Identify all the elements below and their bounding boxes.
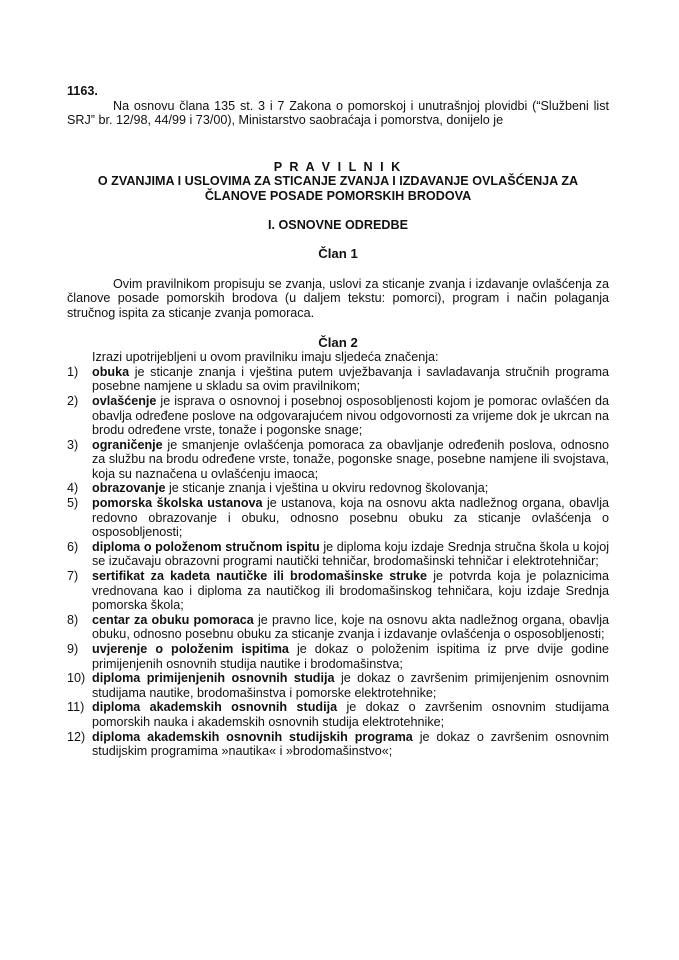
document-title: P R A V I L N I K [273,159,403,174]
definition-text: je dokaz o završenim osnovnim studijskim programima »nautika« i »brodomašinstvo«; [92,729,609,759]
item-number: 5) [67,496,79,511]
definition-item [67,481,609,496]
item-number: 9) [67,642,79,656]
definitions-list [67,365,609,759]
definition-item [67,613,609,642]
definition-term: diploma akademskih osnovnih studija [92,700,338,715]
section-heading: I. OSNOVNE ODREDBE [268,217,408,232]
item-number: 12) [67,729,86,744]
document-number: 1163. [67,84,98,98]
definition-text: je smanjenje ovlašćenja pomoraca za obavljanje određenih poslova, odnosno za službu na brodu određene vrste, tonaže, pogonske snage, posebne namjene ili svojstava, koja su naznačena u ovlašćenju imaoca; [92,437,609,481]
document-subtitle: O ZVANJIMA I USLOVIMA ZA STICANJE ZVANJA I IZDAVANJE OVLAŠĆENJA ZA ČLANOVE POSADE POMORSKIH BRODOVA [97,174,579,203]
item-number: 11) [67,700,85,715]
definition-term: diploma o položenom stručnom ispitu [92,539,320,554]
definition-item [67,438,609,482]
definition-text: je ustanova, koja na osnovu akta nadležnog organa, obavlja redovno obrazovanje i obuku, odnosno posebnu obuku za sticanje ovlašćenja o osposobljenosti; [92,496,609,540]
definition-text: je sticanje znanja i vještina u okviru redovnog školovanja; [165,481,489,496]
definition-text: je diploma koju izdaje Srednja stručna škola u kojoj se izučavaju obrazovni programi nautički tehničar, brodomašinski tehničar i elektrotehničar; [92,539,610,569]
preamble: Na osnovu člana 135 st. 3 i 7 Zakona o pomorskoj i unutrašnjoj plovidbi (“Službeni list SRJ” br. 12/98, 44/99 i 73/00), Ministarstvo saobraćaja i pomorstva, donijelo je [67,98,609,128]
document-page [67,84,609,759]
definition-term: centar za obuku pomoraca [92,612,254,627]
definition-term: diploma primijenjenih osnovnih studija [92,671,335,686]
item-number: 2) [67,393,79,408]
definition-text: je sticanje znanja i vještina putem uvježbavanja i savladavanja stručnih programa posebne namjene u skladu sa ovim pravilnikom; [92,364,609,394]
definition-term: ograničenje [92,437,163,452]
item-number: 3) [67,437,79,452]
definition-term: obrazovanje [92,481,166,496]
definition-term: ovlašćenje [92,393,157,408]
definition-term: pomorska školska ustanova [92,496,263,511]
article-2-heading: Član 2 [318,334,358,350]
definition-text: je dokaz o završenim osnovnim studijama pomorskih nauka i akademskih osnovnih studija elektrotehnike; [92,700,609,729]
definition-item [67,642,609,671]
definition-text: je dokaz o položenim ispitima iz prve dvije godine primijenjenih osnovnih studija nautike i brodomašinstva; [92,642,609,671]
item-number: 7) [67,569,79,584]
item-number: 10) [67,671,86,686]
definition-term: uvjerenje o položenim ispitima [92,642,289,656]
definition-item [67,569,609,613]
article-2-intro: Izrazi upotrijebljeni u ovom pravilniku imaju sljedeća značenja: [92,350,439,365]
item-number: 4) [67,481,79,496]
definition-item [67,496,609,540]
article-1-heading: Član 1 [318,246,358,262]
definition-item [67,700,609,729]
item-number: 8) [67,612,79,627]
definition-term: diploma akademskih osnovnih studijskih programa [92,729,413,744]
definition-text: je pravno lice, koje na osnovu akta nadležnog organa, obavlja obuku, odnosno posebnu obuku za sticanje zvanja i izdavanje ovlašćenja o osposobljenosti; [92,612,609,642]
article-1-text: Ovim pravilnikom propisuju se zvanja, uslovi za sticanje zvanja i izdavanje ovlašćenja za članove posade pomorskih brodova (u daljem tekstu: pomorci), program i način polaganja stručnog ispita za sticanje zvanja pomoraca. [67,276,609,320]
definition-term: sertifikat za kadeta nautičke ili brodomašinske struke [92,569,428,584]
definition-item [67,365,609,394]
item-number: 6) [67,539,79,554]
item-number: 1) [67,364,79,379]
definition-item [67,671,609,700]
definition-text: je potvrda koja je polaznicima vrednovana kao i diploma za nautičkog ili brodomašinskog tehničara, koju izdaje Srednja pomorska škola; [92,569,609,613]
definition-item [67,540,609,569]
definition-item [67,394,609,438]
definition-text: je dokaz o završenim primijenjenim osnovnim studijama nautike, brodomašinstva i pomorske elektrotehnike; [92,671,609,700]
definition-term: obuka [92,364,130,379]
definition-item [67,730,609,759]
definition-text: je isprava o osnovnoj i posebnoj osposobljenosti kojom je pomorac ovlašćen da obavlja određene poslove na odgovarajućem nivou odgovornosti za vrijeme dok je ukrcan na brodu određene vrste, tonaže i pogonske snage; [92,393,609,438]
